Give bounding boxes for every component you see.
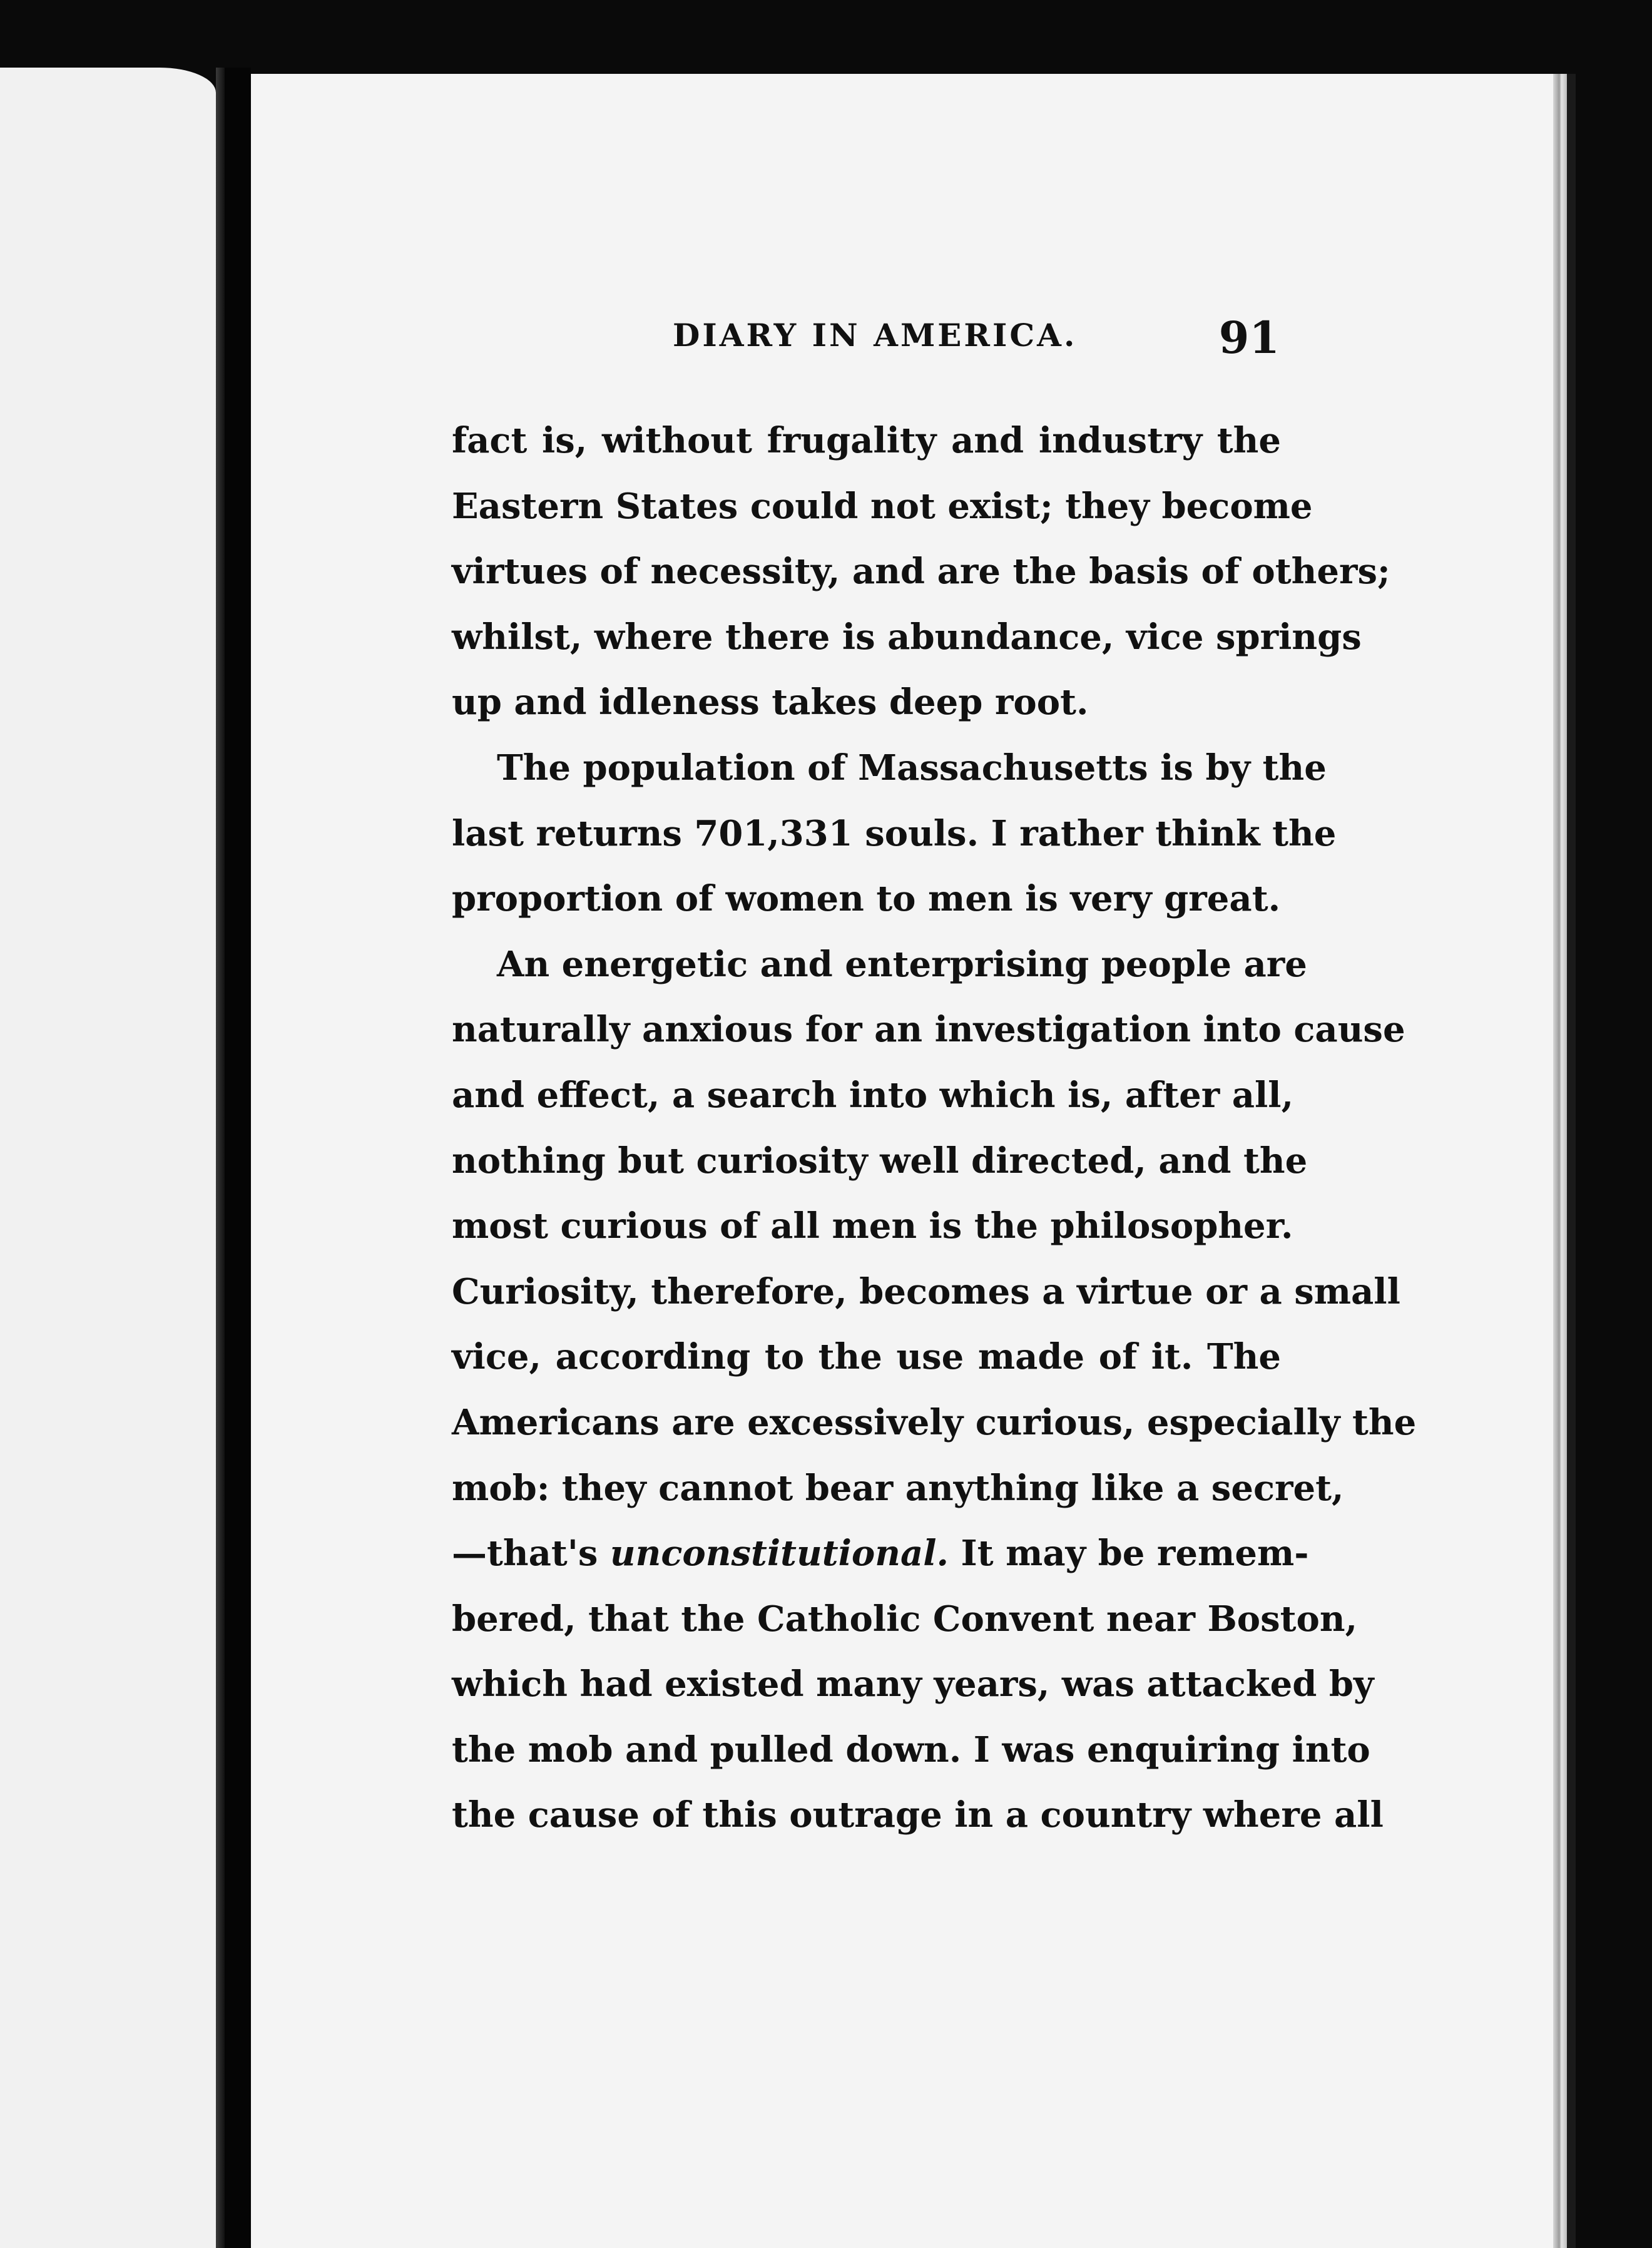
running-head: DIARY IN AMERICA. [673,317,1078,354]
facing-page [0,68,216,2248]
paragraph-1 [452,408,1390,735]
text-line: which had existed many years, was attacked by [452,1663,1374,1705]
text-line: proportion of women to men is very great. [452,878,1281,920]
text-fragment: —that's [452,1533,610,1575]
text-line: fact is, without frugality and industry the [452,420,1281,461]
text-line: bered, that the Catholic Convent near Boston, [452,1598,1358,1640]
text-line: and effect, a search into which is, after all, [452,1074,1294,1116]
text-line: whilst, where there is abundance, vice springs [452,616,1362,658]
body-text [452,408,1417,1848]
text-line: the mob and pulled down. I was enquiring into [452,1729,1370,1770]
paragraph-2 [452,735,1337,932]
facing-page-edge [216,68,225,2248]
text-line: Eastern States could not exist; they become [452,485,1313,527]
italic-word: unconstitutional. [609,1533,949,1575]
page-edge-shadow [1567,74,1576,2248]
page-edge [1553,74,1567,2248]
text-line: vice, according to the use made of it. The [452,1336,1281,1378]
book-gutter [225,68,251,2248]
text-line-italic [452,1521,1309,1586]
text-line: last returns 701,331 souls. I rather think the [452,812,1337,854]
text-line: the cause of this outrage in a country where all [452,1794,1384,1836]
text-line: mob: they cannot bear anything like a secret, [452,1467,1344,1509]
page-number: 91 [1218,312,1280,364]
text-line: Curiosity, therefore, becomes a virtue or a small [452,1270,1400,1312]
text-line: virtues of necessity, and are the basis of others; [452,551,1390,593]
text-line: Americans are excessively curious, especially the [452,1401,1417,1443]
text-line: naturally anxious for an investigation into cause [452,1009,1405,1051]
text-line: most curious of all men is the philosopher. [452,1205,1293,1247]
text-line: nothing but curiosity well directed, and the [452,1140,1308,1182]
text-fragment: It may be remem- [949,1533,1309,1575]
text-line: The population of Massachusetts is by the [497,747,1327,789]
text-line: An energetic and enterprising people are [497,943,1307,985]
paragraph-3 [452,932,1417,1848]
page-header [673,312,1280,362]
text-line: up and idleness takes deep root. [452,682,1089,723]
